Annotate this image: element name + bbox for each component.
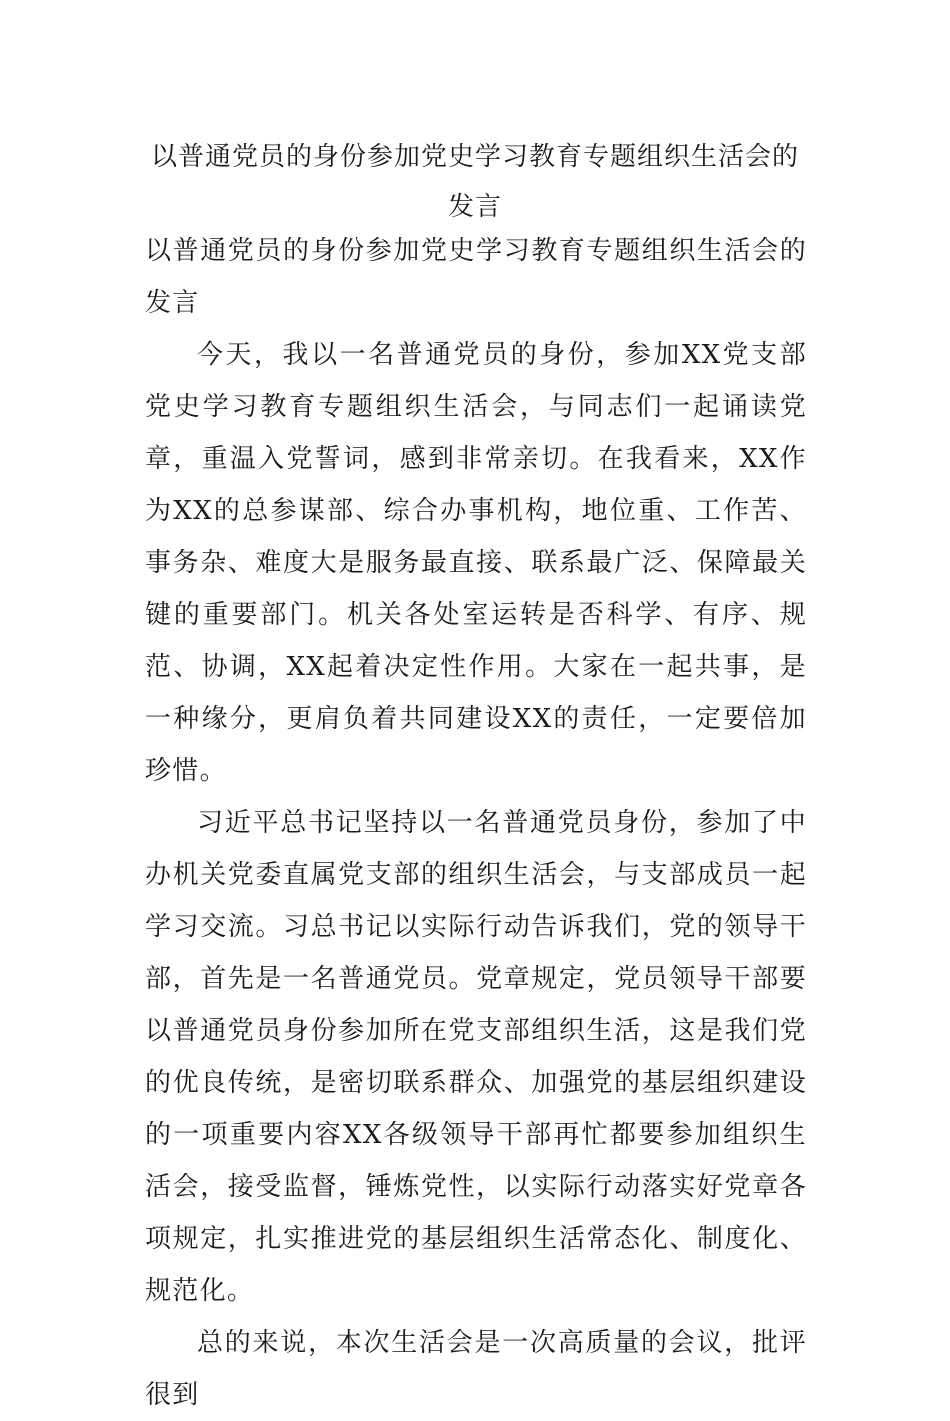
paragraph-2: 习近平总书记坚持以一名普通党员身份，参加了中办机关党委直属党支部的组织生活会，与支部成员一起学习交流。习总书记以实际行动告诉我们，党的领导干部，首先是一名普通党员。党章规定，党员领导干部要以普通党员身份参加所在党支部组织生活，这是我们党的优良传统，是密切联系群众、加强党的基层组织建设的一项重要内容XX各级领导干部再忙都要参加组织生活会，接受监督，锤炼党性，以实际行动落实好党章各项规定，扎实推进党的基层组织生活常态化、制度化、规范化。 bbox=[145, 808, 807, 1306]
paragraph-3: 总的来说，本次生活会是一次高质量的会议，批评很到 bbox=[145, 1328, 807, 1410]
document-title: 以普通党员的身份参加党史学习教育专题组织生活会的发言 bbox=[150, 142, 799, 222]
document-subtitle: 以普通党员的身份参加党史学习教育专题组织生活会的发言 bbox=[145, 236, 807, 318]
document-body bbox=[145, 225, 807, 1421]
paragraph-1: 今天，我以一名普通党员的身份，参加XX党支部党史学习教育专题组织生活会，与同志们一起诵读党章，重温入党誓词，感到非常亲切。在我看来，XX作为XX的总参谋部、综合办事机构，地位重、工作苦、事务杂、难度大是服务最直接、联系最广泛、保障最关键的重要部门。机关各处室运转是否科学、有序、规范、协调，XX起着决定性作用。大家在一起共事，是一种缘分，更肩负着共同建设XX的责任，一定要倍加珍惜。 bbox=[145, 340, 807, 786]
